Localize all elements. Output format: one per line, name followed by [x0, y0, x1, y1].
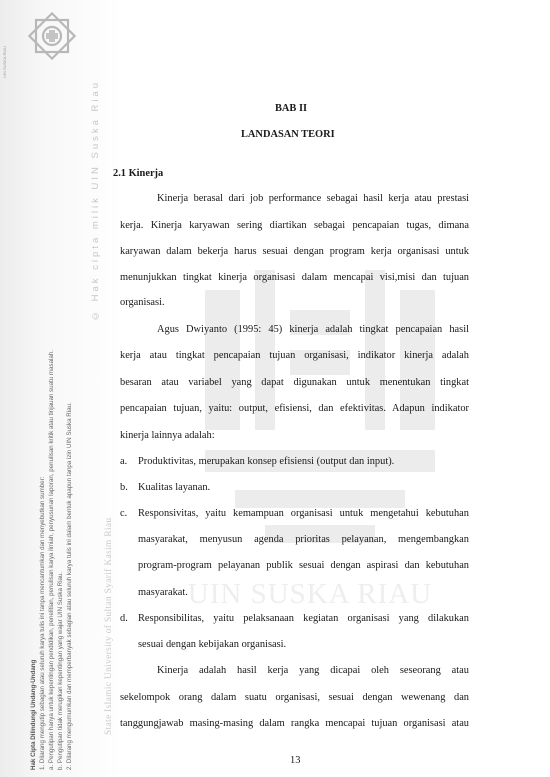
copyright-notice-line: 1. Dilarang mengutip sebagian atau seluruh karya tulis ini tanpa mencantumkan dan menyebutkan sumber:: [39, 476, 46, 770]
paragraph-line: kerja. Kinerja karyawan sering diartikan sebagai pencapaian tugas, dimana: [120, 220, 469, 231]
chapter-number: BAB II: [275, 103, 308, 114]
paragraph-line: menunjukkan tingkat kinerja organisasi dalam mencapai visi,misi dan tujuan: [120, 272, 469, 283]
watermark-text: UIN SUSKA RIAU: [187, 578, 433, 610]
logo-caption: UIN SUSKA RIAU: [2, 45, 7, 78]
paragraph-line: Agus Dwiyanto (1995: 45) kinerja adalah tingkat pencapaian hasil: [157, 324, 469, 335]
list-item-line: sesuai dengan kebijakan organisasi.: [138, 639, 287, 650]
list-marker: d.: [120, 613, 128, 624]
list-marker: a.: [120, 456, 128, 467]
university-logo: [22, 6, 82, 66]
paragraph-line: tanggungjawab masing-masing dalam rangka mencapai tujuan organisasi atau: [120, 718, 469, 729]
paragraph-line: kinerja lainnya adalah:: [120, 430, 215, 441]
university-name-watermark: State Islamic University of Sultan Syarif Kasim Riau: [104, 517, 114, 735]
copyright-notice-title: Hak Cipta Dilindungi Undang-Undang: [30, 659, 37, 770]
background-logo-watermark: [185, 250, 455, 580]
list-item-line: program-program pelayanan publik sesuai dengan aspirasi dan kebutuhan: [138, 560, 469, 571]
paragraph-line: sekelompok orang dalam suatu organisasi, sesuai dengan wewenang dan: [120, 692, 469, 703]
paragraph-line: karyawan dalam bekerja harus sesuai dengan program kerja organisasi untuk: [120, 246, 469, 257]
list-item-line: Responsivitas, yaitu kemampuan organisasi untuk mengetahui kebutuhan: [138, 508, 469, 519]
list-marker: c.: [120, 508, 128, 519]
chapter-title: LANDASAN TEORI: [241, 129, 335, 140]
paragraph-line: pencapaian tujuan, yaitu: output, efisiensi, dan efektivitas. Adapun indikator: [120, 403, 469, 414]
list-item-line: Kualitas layanan.: [138, 482, 211, 493]
paragraph-line: organisasi.: [120, 297, 165, 308]
list-item-line: masyarakat.: [138, 587, 188, 598]
paragraph-line: Kinerja berasal dari job performance sebagai hasil kerja atau prestasi: [157, 193, 469, 204]
list-item-line: Produktivitas, merupakan konsep efisiensi (output dan input).: [138, 456, 395, 467]
list-item-line: Responsibilitas, yaitu pelaksanaan kegiatan organisasi yang dilakukan: [138, 613, 469, 624]
copyright-notice-line: 2. Dilarang mengumumkan dan memperbanyak sebagian atau seluruh karya tulis ini dalam bentuk apapun tanpa izin UIN Suska Riau.: [66, 402, 73, 770]
paragraph-line: kerja atau tingkat pencapaian tujuan organisasi, indikator kinerja adalah: [120, 350, 469, 361]
copyright-watermark-left: © Hak cipta milik UIN Suska Riau: [90, 80, 101, 322]
section-heading: 2.1 Kinerja: [113, 168, 164, 179]
paragraph-line: Kinerja adalah hasil kerja yang dicapai oleh seseorang atau: [157, 665, 469, 676]
copyright-notice-line: a. Pengutipan hanya untuk kepentingan pendidikan, penelitian, penulisan karya ilmiah, penyusunan laporan, penulisan kritik atau tinjauan suatu masalah.: [48, 349, 55, 770]
list-item-line: masyarakat, menyusun agenda prioritas pelayanan, mengembangkan: [138, 534, 469, 545]
paragraph-line: besaran atau variabel yang dapat digunakan untuk menentukan tingkat: [120, 377, 469, 388]
copyright-notice-line: b. Pengutipan tidak merugikan kepentingan yang wajar UIN Suska Riau.: [57, 571, 64, 770]
page-number: 13: [290, 755, 301, 766]
list-marker: b.: [120, 482, 128, 493]
